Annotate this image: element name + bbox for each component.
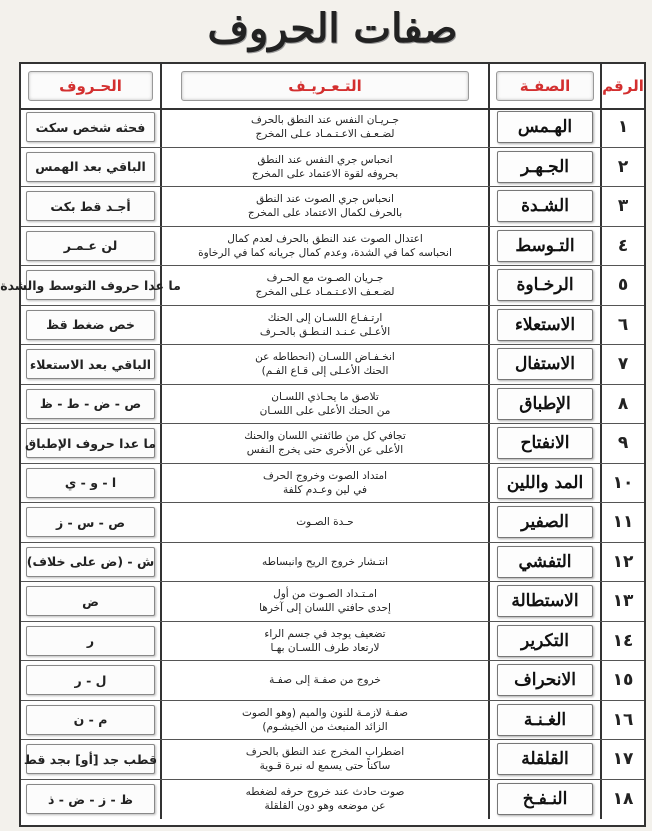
row-letters <box>21 622 160 661</box>
letters-value: لن عـمـر <box>63 238 118 254</box>
definition-line-1: خروج من صفـة إلى صفـة <box>269 674 381 687</box>
row-letters <box>21 582 160 621</box>
row-letters <box>21 701 160 740</box>
definition-line-2: الأعلى عن الأخرى حتى يخرج النفس <box>246 444 404 457</box>
row-definition <box>160 503 488 542</box>
row-definition <box>160 148 488 187</box>
row-number-value: ٢ <box>617 156 629 177</box>
row-sifa <box>488 622 600 661</box>
letters-value: ما عدا حروف التوسط والشدة <box>0 277 181 293</box>
definition-line-2: انحباسه كما في الشدة، وعدم كمال جريانه كما في الرخاوة <box>198 246 452 259</box>
row-number <box>600 582 644 621</box>
row-definition <box>160 622 488 661</box>
table-header <box>21 64 644 110</box>
row-definition <box>160 464 488 503</box>
row-sifa <box>488 424 600 463</box>
letters-value: الباقي بعد الهمس <box>35 159 146 175</box>
table-row <box>21 543 644 583</box>
header-number-label: الرقم <box>602 77 644 95</box>
definition-line-2: بحروفه لقوة الاعتماد على المخرج <box>251 167 399 180</box>
letters-value: ص - ض - ط - ظ <box>39 396 142 412</box>
row-letters <box>21 306 160 345</box>
row-sifa <box>488 345 600 384</box>
row-sifa <box>488 266 600 305</box>
sifa-name: الاستفال <box>515 354 575 375</box>
row-number-value: ١٠ <box>612 472 634 493</box>
row-number-value: ١٢ <box>612 551 634 572</box>
table-row <box>21 424 644 464</box>
letters-value: ا - و - ي <box>64 475 117 491</box>
row-number-value: ١ <box>617 117 629 138</box>
page-title: صفات الحروف <box>207 5 458 52</box>
row-number <box>600 424 644 463</box>
row-sifa <box>488 661 600 700</box>
row-definition <box>160 543 488 582</box>
sifa-name: الصفير <box>521 512 569 533</box>
row-definition <box>160 187 488 226</box>
table-row <box>21 464 644 504</box>
definition-line-2: إحدى حافتي اللسان إلى آخرها <box>259 602 391 615</box>
table-row <box>21 503 644 543</box>
row-letters <box>21 187 160 226</box>
definition-line-2: لارتعاد طرف اللسـان بهـا <box>270 641 380 654</box>
definition-line-2: الزائد المنبعث من الخيشـوم) <box>262 720 388 733</box>
definition-line-1: جـريان الصـوت مع الحـرف <box>266 272 384 285</box>
row-number <box>600 187 644 226</box>
table-row <box>21 740 644 780</box>
table-row <box>21 661 644 701</box>
sifa-name: الاستعلاء <box>514 314 576 335</box>
definition-line-1: صوت حادث عند خروج حرفه لضغطه <box>245 786 405 799</box>
attributes-table <box>0 62 646 827</box>
row-number-value: ١٧ <box>612 749 634 770</box>
definition-line-1: تجافي كل من طائفتي اللسان والحنك <box>244 430 406 443</box>
header-number <box>600 64 644 108</box>
sifa-name: القلقلة <box>521 749 569 770</box>
row-number <box>600 661 644 700</box>
definition-line-1: امتداد الصوت وخروج الحرف <box>262 469 388 482</box>
sifa-name: الرخـاوة <box>516 275 574 296</box>
letters-value: ر <box>86 633 95 649</box>
definition-line-2: الحنك الأعـلى إلى قـاع الفـم) <box>261 365 389 378</box>
sifa-name: الاستطالة <box>511 591 579 612</box>
row-number-value: ١٨ <box>612 789 634 810</box>
row-letters <box>21 108 160 147</box>
letters-value: الباقي بعد الاستعلاء <box>29 356 152 372</box>
row-number <box>600 740 644 779</box>
row-letters <box>21 227 160 266</box>
row-definition <box>160 385 488 424</box>
definition-line-1: امـتـداد الصـوت من أول <box>273 588 377 601</box>
row-number-value: ٥ <box>617 275 629 296</box>
sifa-name: الهـمس <box>517 117 573 138</box>
definition-line-1: اضطراب المخرج عند النطق بالحرف <box>245 746 405 759</box>
table-row <box>21 701 644 741</box>
sifa-name: الغـنـة <box>523 709 567 730</box>
row-number-value: ٦ <box>617 314 629 335</box>
row-number-value: ٤ <box>617 235 629 256</box>
definition-line-2: الأعـلى عـنـد النـطـق بالحـرف <box>259 325 391 338</box>
row-definition <box>160 345 488 384</box>
row-number <box>600 345 644 384</box>
letters-value: فحثه شخص سكت <box>35 119 146 135</box>
row-definition <box>160 780 488 820</box>
row-definition <box>160 424 488 463</box>
letters-value: خص ضغط قظ <box>46 317 135 333</box>
row-letters <box>21 424 160 463</box>
row-letters <box>21 148 160 187</box>
row-number <box>600 543 644 582</box>
sifa-name: التفشي <box>518 551 572 572</box>
table-row <box>21 780 644 820</box>
row-letters <box>21 503 160 542</box>
table-row <box>21 227 644 267</box>
letters-value: ل - ر <box>74 672 107 688</box>
definition-line-2: ساكناً حتى يسمع له نبرة قـوية <box>259 760 391 773</box>
table-row <box>21 582 644 622</box>
row-number <box>600 464 644 503</box>
definition-line-1: اعتدال الصوت عند النطق بالحرف لعدم كمال <box>227 232 423 245</box>
sifa-name: الإطباق <box>519 393 571 414</box>
row-letters <box>21 740 160 779</box>
definition-line-1: انخـفـاض اللسـان (انحطاطه عن <box>255 351 395 364</box>
row-definition <box>160 701 488 740</box>
row-sifa <box>488 187 600 226</box>
letters-value: ظ - ز - ض - ذ <box>47 791 134 807</box>
row-definition <box>160 266 488 305</box>
sifa-name: التـوسط <box>515 235 575 256</box>
row-sifa <box>488 148 600 187</box>
table-body <box>0 108 644 825</box>
letters-value: قطب جد [أو] بجد قط <box>23 751 158 767</box>
letters-value: م - ن <box>73 712 108 728</box>
table-row <box>21 187 644 227</box>
definition-line-1: تضعيف يوجد في جسم الراء <box>264 627 386 640</box>
sifa-name: الشـدة <box>521 196 569 217</box>
header-sifa <box>488 64 600 108</box>
header-definition-label: التـعـريـف <box>288 77 362 95</box>
row-definition <box>160 661 488 700</box>
letters-value: ما عدا حروف الإطباق <box>25 435 156 451</box>
definition-line-2: في لين وعـدم كلفة <box>283 483 367 496</box>
definition-line-1: جـريـان النفس عند النطق بالحرف <box>251 114 399 127</box>
row-definition <box>160 306 488 345</box>
row-number-value: ٧ <box>617 354 629 375</box>
row-number-value: ١٤ <box>612 630 634 651</box>
definition-line-2: من الحنك الأعلى على اللسـان <box>259 404 391 417</box>
definition-line-1: انحباس جري النفس عند النطق <box>257 153 393 166</box>
table-row <box>0 266 644 306</box>
sifa-name: التكرير <box>521 630 569 651</box>
sifa-name: الانفتاح <box>520 433 570 454</box>
row-number <box>600 148 644 187</box>
row-sifa <box>488 780 600 820</box>
table-row <box>21 345 644 385</box>
definition-line-1: انحباس جري الصوت عند النطق <box>256 193 394 206</box>
header-letters-label: الحـروف <box>59 77 122 95</box>
row-number <box>600 227 644 266</box>
row-sifa <box>488 701 600 740</box>
letters-value: ض <box>82 593 99 609</box>
header-definition <box>160 64 488 108</box>
row-number-value: ٨ <box>617 393 629 414</box>
sifa-name: المد واللين <box>506 472 584 493</box>
row-sifa <box>488 582 600 621</box>
row-number <box>600 385 644 424</box>
definition-line-2: عن موضعه وهو دون القلقلة <box>264 800 386 813</box>
row-sifa <box>488 543 600 582</box>
definition-line-2: لضـعـف الاعـتـمـاد عـلى المخرج <box>255 286 395 299</box>
row-number <box>600 306 644 345</box>
definition-line-2: لضـعـف الاعـتـمـاد عـلى المخرج <box>255 128 395 141</box>
row-definition <box>160 108 488 147</box>
row-letters <box>21 464 160 503</box>
table-row <box>21 385 644 425</box>
sifa-name: النـفـخ <box>522 789 568 810</box>
sifa-name: الجـهـر <box>520 156 570 177</box>
row-number <box>600 503 644 542</box>
definition-line-1: حـدة الصـوت <box>296 516 354 529</box>
row-sifa <box>488 227 600 266</box>
row-number-value: ٩ <box>617 433 629 454</box>
definition-line-1: انتـشار خروج الريح وانبساطه <box>261 555 389 568</box>
row-number <box>600 108 644 147</box>
row-definition <box>160 582 488 621</box>
row-sifa <box>488 306 600 345</box>
letters-value: أجـد قط بكت <box>50 198 131 214</box>
row-number <box>600 780 644 820</box>
row-sifa <box>488 503 600 542</box>
row-number-value: ١٣ <box>612 591 634 612</box>
definition-line-1: تلاصق ما يحـاذي اللسـان <box>271 390 379 403</box>
row-letters <box>21 780 160 820</box>
table-row <box>21 622 644 662</box>
letters-value: ص - س - ز <box>55 514 126 530</box>
definition-line-1: ارتـفـاع اللسـان إلى الحنك <box>267 311 383 324</box>
row-sifa <box>488 385 600 424</box>
row-letters <box>21 345 160 384</box>
row-number-value: ١٥ <box>612 670 634 691</box>
row-number-value: ٣ <box>617 196 629 217</box>
row-letters <box>21 385 160 424</box>
row-number <box>600 701 644 740</box>
definition-line-1: صفـة لازمـة للنون والميم (وهو الصوت <box>241 706 409 719</box>
row-letters <box>21 661 160 700</box>
row-number <box>600 266 644 305</box>
row-number-value: ١١ <box>612 512 634 533</box>
row-definition <box>160 740 488 779</box>
row-letters <box>21 543 160 582</box>
row-definition <box>160 227 488 266</box>
definition-line-2: بالحرف لكمال الاعتماد على المخرج <box>247 207 403 220</box>
header-sifa-label: الصفـة <box>519 77 571 95</box>
table-row <box>21 148 644 188</box>
row-number-value: ١٦ <box>612 709 634 730</box>
row-number <box>600 622 644 661</box>
row-sifa <box>488 108 600 147</box>
letters-value: ش - (ض على خلاف) <box>26 554 155 570</box>
sifa-name: الانحراف <box>514 670 576 691</box>
table-row <box>21 306 644 346</box>
row-letters <box>0 266 181 305</box>
table-row <box>21 108 644 148</box>
header-letters <box>21 64 160 108</box>
row-sifa <box>488 740 600 779</box>
row-sifa <box>488 464 600 503</box>
